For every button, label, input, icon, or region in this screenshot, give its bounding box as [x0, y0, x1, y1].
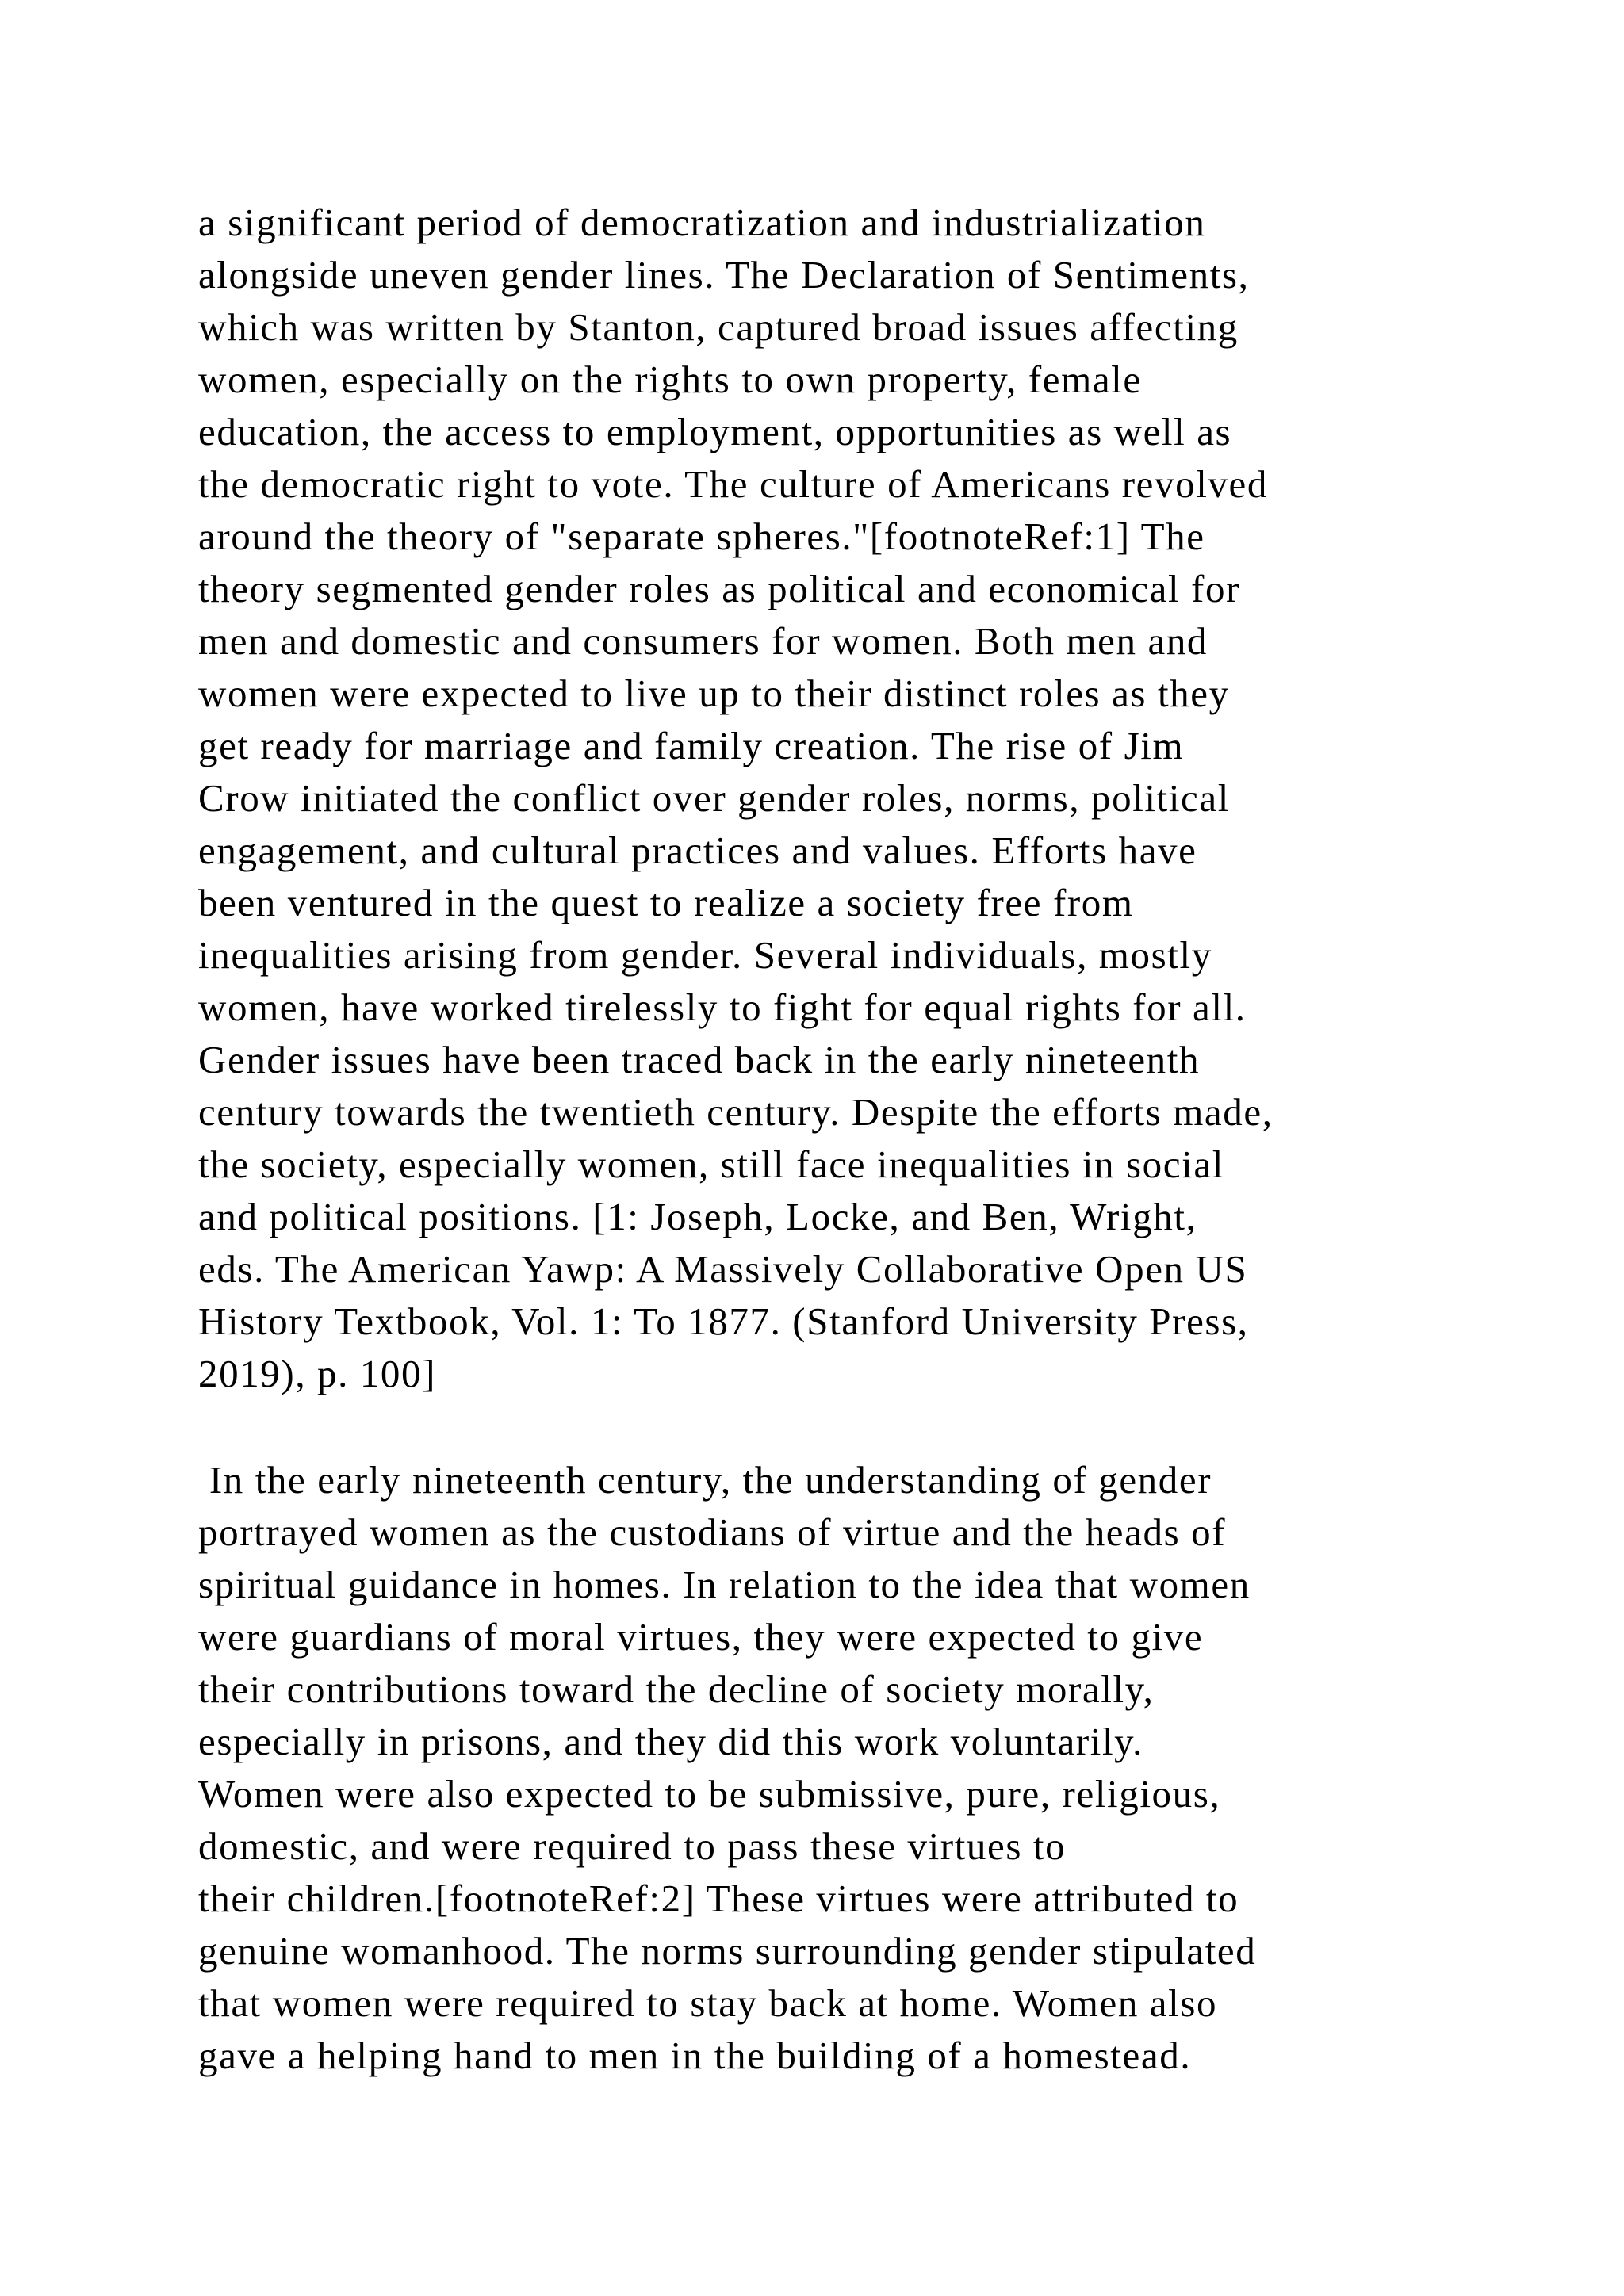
text-line: were guardians of moral virtues, they were expected to give: [198, 1615, 1204, 1659]
text-line: women, have worked tirelessly to fight for equal rights for all.: [198, 985, 1247, 1029]
text-line: In the early nineteenth century, the understanding of gender: [198, 1458, 1212, 1502]
text-line: especially in prisons, and they did this work voluntarily.: [198, 1720, 1143, 1763]
text-line: alongside uneven gender lines. The Declaration of Sentiments,: [198, 253, 1250, 297]
text-line: genuine womanhood. The norms surrounding gender stipulated: [198, 1929, 1257, 1973]
text-line: spiritual guidance in homes. In relation to the idea that women: [198, 1563, 1251, 1606]
text-line: been ventured in the quest to realize a society free from: [198, 881, 1134, 924]
text-line: around the theory of "separate spheres."[footnoteRef:1] The: [198, 515, 1205, 558]
text-line: education, the access to employment, opportunities as well as: [198, 410, 1232, 453]
text-line: women were expected to live up to their distinct roles as they: [198, 672, 1230, 715]
text-line: get ready for marriage and family creation. The rise of Jim: [198, 724, 1185, 767]
text-line: theory segmented gender roles as political and economical for: [198, 567, 1240, 610]
text-line: women, especially on the rights to own property, female: [198, 358, 1142, 401]
text-line: inequalities arising from gender. Several individuals, mostly: [198, 933, 1212, 977]
text-line: eds. The American Yawp: A Massively Collaborative Open US: [198, 1247, 1248, 1291]
text-line: History Textbook, Vol. 1: To 1877. (Stanford University Press,: [198, 1299, 1249, 1343]
text-line: Crow initiated the conflict over gender roles, norms, political: [198, 776, 1230, 820]
text-line: domestic, and were required to pass these virtues to: [198, 1824, 1067, 1868]
text-line: portrayed women as the custodians of virtue and the heads of: [198, 1510, 1227, 1554]
text-line: their contributions toward the decline of society morally,: [198, 1667, 1155, 1711]
text-line: and political positions. [1: Joseph, Locke, and Ben, Wright,: [198, 1195, 1197, 1238]
text-line: the society, especially women, still face inequalities in social: [198, 1142, 1224, 1186]
text-line: that women were required to stay back at home. Women also: [198, 1981, 1218, 2025]
text-line: their children.[footnoteRef:2] These virtues were attributed to: [198, 1877, 1239, 1920]
text-line: the democratic right to vote. The culture of Americans revolved: [198, 462, 1268, 506]
text-line: men and domestic and consumers for women. Both men and: [198, 619, 1208, 663]
text-line: engagement, and cultural practices and values. Efforts have: [198, 828, 1197, 872]
paragraph-2: [198, 1454, 1594, 2082]
text-line: Women were also expected to be submissive, pure, religious,: [198, 1772, 1221, 1816]
text-line: a significant period of democratization and industrialization: [198, 201, 1206, 244]
text-line: gave a helping hand to men in the building of a homestead.: [198, 2034, 1192, 2077]
text-line: which was written by Stanton, captured broad issues affecting: [198, 305, 1239, 349]
paragraph-1: [198, 197, 1594, 1400]
text-line: Gender issues have been traced back in the early nineteenth: [198, 1038, 1201, 1081]
text-line: century towards the twentieth century. Despite the efforts made,: [198, 1090, 1274, 1134]
text-line: 2019), p. 100]: [198, 1352, 437, 1395]
